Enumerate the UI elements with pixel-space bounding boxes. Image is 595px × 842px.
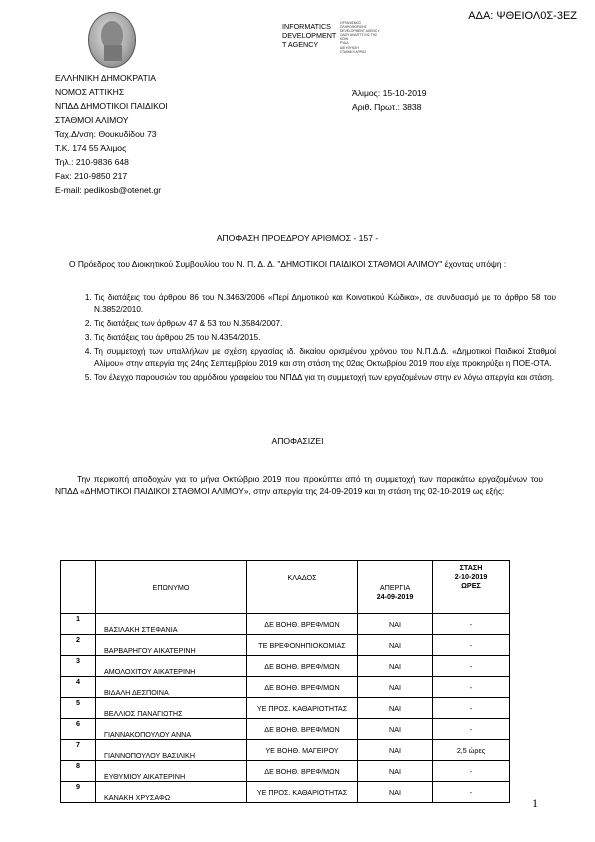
table-row <box>61 740 510 761</box>
ada-code: ΑΔΑ: ΨΘΕΙΟΛ0Σ-3ΕΖ <box>468 10 577 22</box>
employee-name: ΒΑΡΒΑΡΗΓΟΥ ΑΙΚΑΤΕΡΙΝΗ <box>96 635 247 656</box>
sender-block <box>55 71 168 197</box>
header-line: ΕΛΛΗΝΙΚΗ ΔΗΜΟΚΡΑΤΙΑ <box>55 73 156 83</box>
consideration-item: 5. Τον έλεγχο παρουσιών του αρμόδιου γραφείου του ΝΠΔΔ για τη συμμετοχή των εργαζομένων στην εν λόγω απεργία και στάση. <box>94 372 556 384</box>
date-protocol-block <box>352 86 427 114</box>
intro-paragraph: Ο Πρόεδρος του Διοικητικού Συμβουλίου του Ν. Π. Δ. Δ. "ΔΗΜΟΤΙΚΟΙ ΠΑΙΔΙΚΟΙ ΣΤΑΘΜΟΙ ΑΛΙΜΟΥ" έχοντας υπόψη : <box>69 259 507 269</box>
employee-specialty: ΔΕ ΒΟΗΘ. ΒΡΕΦ/ΜΩΝ <box>247 677 358 698</box>
strike-participation: ΝΑΙ <box>358 719 433 740</box>
header-specialty: ΚΛΑΔΟΣ <box>247 561 358 614</box>
header-line: Τηλ.: 210-9836 648 <box>55 157 129 167</box>
stop-hours: - <box>433 677 510 698</box>
header-strike: ΑΠΕΡΓΙΑ 24-09-2019 <box>358 561 433 614</box>
employee-name: ΑΜΟΛΟΧΙΤΟΥ ΑΙΚΑΤΕΡΙΝΗ <box>96 656 247 677</box>
row-number: 4 <box>61 677 96 698</box>
row-number: 7 <box>61 740 96 761</box>
strike-participation: ΝΑΙ <box>358 782 433 803</box>
strike-participation: ΝΑΙ <box>358 761 433 782</box>
header-stop: ΣΤΑΣΗ 2-10-2019 ΩΡΕΣ <box>433 561 510 614</box>
decision-body: Την περικοπή αποδοχών για το μήνα Οκτώβριο 2019 που προκύπτει από τη συμμετοχή των παρακάτω εργαζομένων του ΝΠΔΔ «ΔΗΜΟΤΙΚΟΙ ΠΑΙΔΙΚΟΙ ΣΤΑΘΜΟΙ ΑΛΙΜΟΥ», στην απεργία της 24-09-2019 και τη στάση της 02-10-2019 ως εξής: <box>55 474 543 496</box>
header-surname: ΕΠΩΝΥΜΟ <box>96 561 247 614</box>
table-row <box>61 614 510 635</box>
stop-hours: - <box>433 719 510 740</box>
employee-specialty: ΔΕ ΒΟΗΘ. ΒΡΕΦ/ΜΩΝ <box>247 614 358 635</box>
table-row <box>61 782 510 803</box>
strike-participation: ΝΑΙ <box>358 698 433 719</box>
stop-hours: - <box>433 614 510 635</box>
employee-specialty: ΔΕ ΒΟΗΘ. ΒΡΕΦ/ΜΩΝ <box>247 656 358 677</box>
consideration-item: 3. Τις διατάξεις του άρθρου 25 του Ν.4354/2015. <box>94 332 556 344</box>
stop-hours: - <box>433 782 510 803</box>
employee-name: ΒΑΣΙΛΑΚΗ ΣΤΕΦΑΝΙΑ <box>96 614 247 635</box>
considerations-list <box>80 292 556 386</box>
page-number: 1 <box>532 796 538 810</box>
header-number <box>61 561 96 614</box>
row-number: 9 <box>61 782 96 803</box>
table-row <box>61 677 510 698</box>
strike-participation: ΝΑΙ <box>358 614 433 635</box>
header-line: Ταχ.Δ/νση: Θουκυδίδου 73 <box>55 129 157 139</box>
document-date: Άλιμος: 15-10-2019 <box>352 88 427 98</box>
employee-specialty: ΥΕ ΒΟΗΘ. ΜΑΓΕΙΡΟΥ <box>247 740 358 761</box>
employee-name: ΒΕΛΛΙΟΣ ΠΑΝΑΓΙΩΤΗΣ <box>96 698 247 719</box>
header-line: Τ.Κ. 174 55 Άλιμος <box>55 143 127 153</box>
employee-name: ΓΙΑΝΝΑΚΟΠΟΥΛΟΥ ΑΝΝΑ <box>96 719 247 740</box>
employee-specialty: ΤΕ ΒΡΕΦΟΝΗΠΙΟΚΟΜΙΑΣ <box>247 635 358 656</box>
decides-heading: ΑΠΟΦΑΣΙΖΕΙ <box>271 436 324 446</box>
employee-name: ΚΑΝΑΚΗ ΧΡΥΣΑΦΩ <box>96 782 247 803</box>
stop-hours: 2,5 ώρες <box>433 740 510 761</box>
decision-title: ΑΠΟΦΑΣΗ ΠΡΟΕΔΡΟΥ ΑΡΙΘΜΟΣ - 157 - <box>216 233 379 243</box>
employee-specialty: ΥΕ ΠΡΟΣ. ΚΑΘΑΡΙΟΤΗΤΑΣ <box>247 782 358 803</box>
strike-participation: ΝΑΙ <box>358 740 433 761</box>
consideration-item: 4. Τη συμμετοχή των υπαλλήλων με σχέση εργασίας ιδ. δικαίου ορισμένου χρόνου του Ν.Π.Δ.Δ. «Δημοτικοί Παιδικοί Σταθμοί Αλίμου» στην απεργία της 24ης Σεπτεμβρίου 2019 και στη στάση της 02ας Οκτωβρίου 2019 που είχε προκηρύξει η ΠΟΕ-ΟΤΑ. <box>94 346 556 370</box>
row-number: 8 <box>61 761 96 782</box>
header-line: ΝΠΔΔ ΔΗΜΟΤΙΚΟΙ ΠΑΙΔΙΚΟΙ <box>55 101 168 111</box>
stop-hours: - <box>433 761 510 782</box>
ida-logo-subtext: ΟΡΓΑΝΙΣΜΟΣ ΠΛΗΡΟΦΟΡΙΚΗΣ DEVELOPMENT AGENCY ΟΔΟΥ ΑΝΑΠΤΥΞΗΣ ΤΗΣ ΚΟΙΝ ΡΥΑΔ ΔΙΕΥΘΥΝΣΗ ΣΤΑΘΜΟΙ ΑΠΡΑΣ <box>340 21 380 54</box>
table-row <box>61 719 510 740</box>
employee-name: ΒΙΔΑΛΗ ΔΕΣΠΟΙΝΑ <box>96 677 247 698</box>
protocol-number: Αριθ. Πρωτ.: 3838 <box>352 102 422 112</box>
table-row <box>61 656 510 677</box>
employee-specialty: ΔΕ ΒΟΗΘ. ΒΡΕΦ/ΜΩΝ <box>247 719 358 740</box>
table-row <box>61 761 510 782</box>
header-email[interactable]: E-mail: pedikosb@otenet.gr <box>55 185 162 195</box>
header-line: ΝΟΜΟΣ ΑΤΤΙΚΗΣ <box>55 87 125 97</box>
row-number: 5 <box>61 698 96 719</box>
employee-specialty: ΔΕ ΒΟΗΘ. ΒΡΕΦ/ΜΩΝ <box>247 761 358 782</box>
row-number: 3 <box>61 656 96 677</box>
row-number: 1 <box>61 614 96 635</box>
employee-specialty: ΥΕ ΠΡΟΣ. ΚΑΘΑΡΙΟΤΗΤΑΣ <box>247 698 358 719</box>
employee-name: ΕΥΘΥΜΙΟΥ ΑΙΚΑΤΕΡΙΝΗ <box>96 761 247 782</box>
strike-participation: ΝΑΙ <box>358 635 433 656</box>
consideration-item: 1. Τις διατάξεις του άρθρου 86 του Ν.3463/2006 «Περί Δημοτικού και Κοινοτικού Κώδικα», σε συνδυασμό με το άρθρο 58 του Ν.3852/2010. <box>94 292 556 316</box>
ida-logo-text: INFORMATICS DEVELOPMENT T AGENCY <box>282 22 337 49</box>
strike-participation: ΝΑΙ <box>358 677 433 698</box>
header-line: ΣΤΑΘΜΟΙ ΑΛΙΜΟΥ <box>55 115 129 125</box>
table-row <box>61 698 510 719</box>
row-number: 6 <box>61 719 96 740</box>
header-line: Fax: 210-9850 217 <box>55 171 128 181</box>
employee-name: ΓΙΑΝΝΟΠΟΥΛΟΥ ΒΑΣΙΛΙΚΗ <box>96 740 247 761</box>
stop-hours: - <box>433 698 510 719</box>
stop-hours: - <box>433 656 510 677</box>
employees-table <box>60 560 510 803</box>
stop-hours: - <box>433 635 510 656</box>
row-number: 2 <box>61 635 96 656</box>
strike-participation: ΝΑΙ <box>358 656 433 677</box>
consideration-item: 2. Τις διατάξεις των άρθρων 47 & 53 του Ν.3584/2007. <box>94 318 556 330</box>
table-row <box>61 635 510 656</box>
seal-logo <box>88 12 136 68</box>
table-header-row <box>61 561 510 614</box>
